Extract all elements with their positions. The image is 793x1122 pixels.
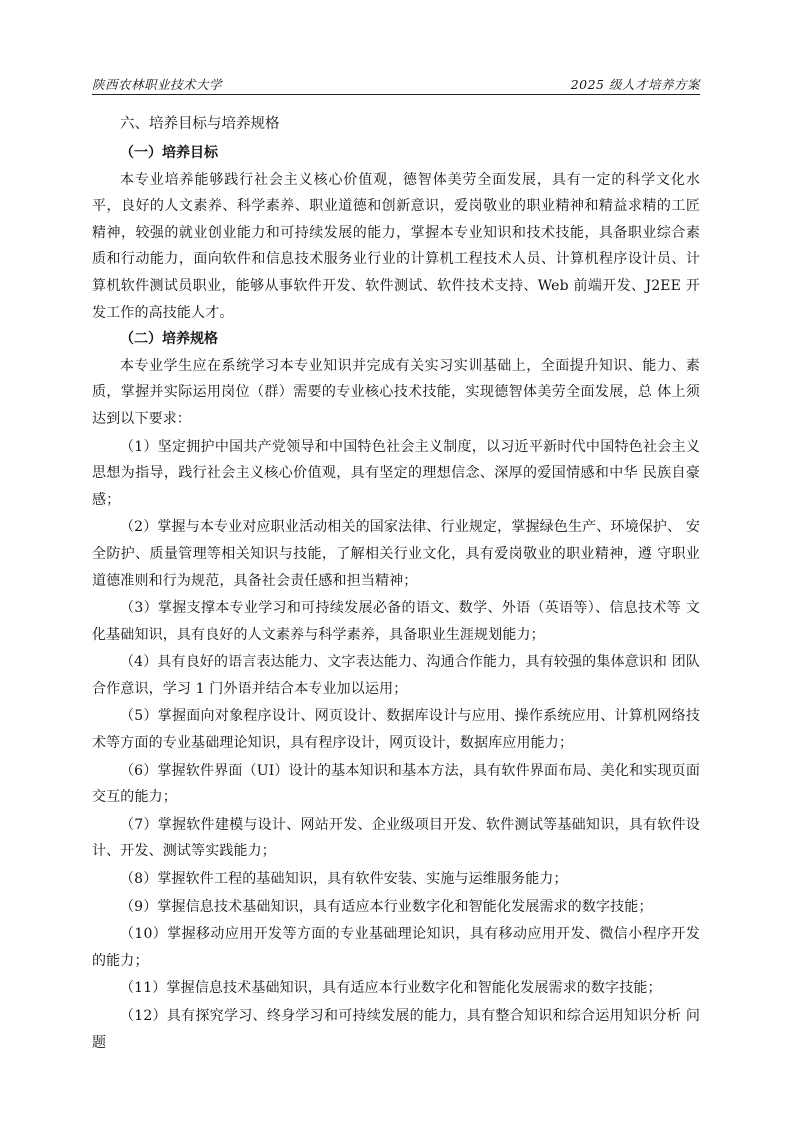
section-title: 六、培养目标与培养规格 — [120, 116, 280, 132]
spec-item-4: （4）具有良好的语言表达能力、文字表达能力、沟通合作能力，具有较强的集体意识和 团队合作意识，学习 1 门外语并结合本专业加以运用； — [92, 654, 700, 697]
document-body — [92, 110, 700, 1057]
spec-item-1: （1）坚定拥护中国共产党领导和中国特色社会主义制度，以习近平新时代中国特色社会主义思想为指导，践行社会主义核心价值观，具有坚定的理想信念、深厚的爱国情感和中华 民族自豪感； — [92, 438, 700, 508]
spec-item-2: （2）掌握与本专业对应职业活动相关的国家法律、行业规定，掌握绿色生产、环境保护、 安全防护、质量管理等相关知识与技能，了解相关行业文化，具有爱岗敬业的职业精神，遵 守职业道德准则和行为规范，具备社会责任感和担当精神； — [92, 519, 700, 589]
page-header — [92, 76, 700, 95]
goal-heading: （一）培养目标 — [120, 145, 218, 161]
spec-item-5: （5）掌握面向对象程序设计、网页设计、数据库设计与应用、操作系统应用、计算机网络技术等方面的专业基础理论知识，具有程序设计，网页设计，数据库应用能力； — [92, 708, 700, 752]
spec-item-6: （6）掌握软件界面（UI）设计的基本知识和基本方法，具有软件界面布局、美化和实现页面交互的能力； — [92, 762, 700, 806]
spec-item-7: （7）掌握软件建模与设计、网站开发、企业级项目开发、软件测试等基础知识，具有软件设计、开发、测试等实践能力； — [92, 816, 700, 860]
header-document-title: 2025 级人才培养方案 — [570, 77, 700, 92]
spec-item-3: （3）掌握支撑本专业学习和可持续发展必备的语文、数学、外语（英语等）、信息技术等 文化基础知识，具有良好的人文素养与科学素养，具备职业生涯规划能力； — [92, 600, 700, 643]
spec-item-10: （10）掌握移动应用开发等方面的专业基础理论知识，具有移动应用开发、微信小程序开发的能力； — [92, 926, 700, 969]
spec-intro-paragraph: 本专业学生应在系统学习本专业知识并完成有关实习实训基础上，全面提升知识、能力、素质，掌握并实际运用岗位（群）需要的专业核心技术技能，实现德智体美劳全面发展，总 体上须达到以下要求： — [92, 357, 700, 427]
header-school-name: 陕西农林职业技术大学 — [92, 77, 223, 92]
spec-item-12: （12）具有探究学习、终身学习和可持续发展的能力，具有整合知识和综合运用知识分析 问题 — [92, 1008, 700, 1051]
goal-paragraph: 本专业培养能够践行社会主义核心价值观，德智体美劳全面发展，具有一定的科学文化水平，良好的人文素养、科学素养、职业道德和创新意识，爱岗敬业的职业精神和精益求精的工匠精神，较强的就业创业能力和可持续发展的能力，掌握本专业知识和技术技能，具备职业综合素质和行动能力，面向软件和信息技术服务业行业的计算机工程技术人员、计算机程序设计员、计算机软件测试员职业，能够从事软件开发、软件测试、软件技术支持、Web 前端开发、J2EE 开发工作的高技能人才。 — [92, 171, 700, 321]
spec-item-11: （11）掌握信息技术基础知识，具有适应本行业数字化和智能化发展需求的数字技能； — [120, 980, 662, 997]
spec-item-9: （9）掌握信息技术基础知识，具有适应本行业数字化和智能化发展需求的数字技能； — [120, 898, 653, 915]
spec-heading: （二）培养规格 — [120, 331, 218, 348]
spec-item-8: （8）掌握软件工程的基础知识，具有软件安装、实施与运维服务能力； — [120, 871, 568, 888]
